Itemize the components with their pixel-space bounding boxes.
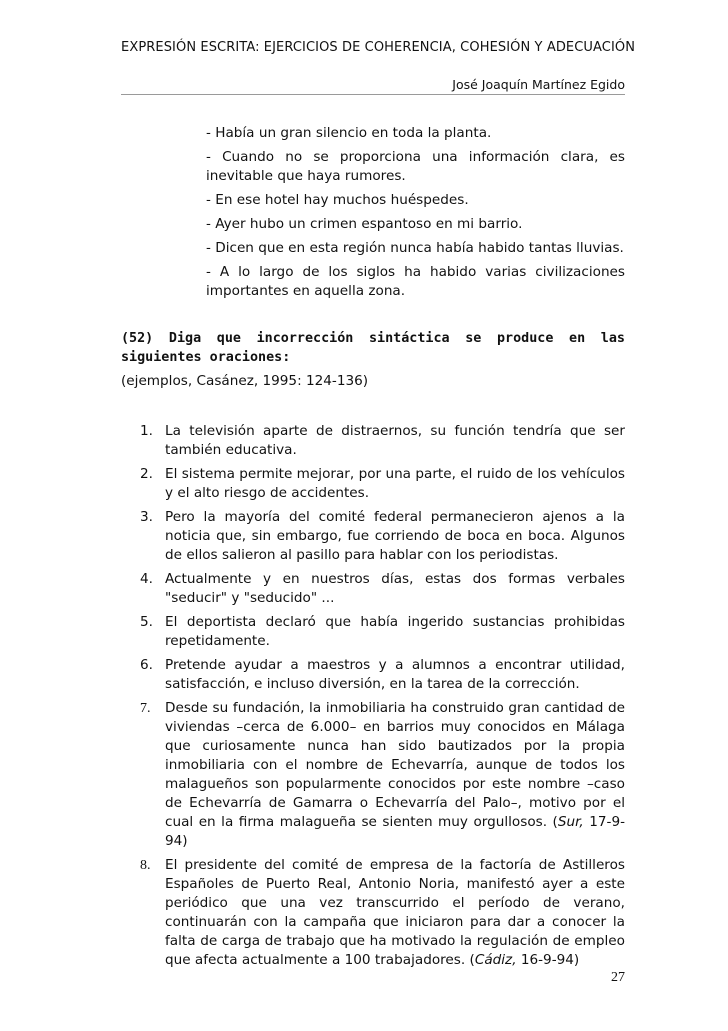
list-item-citation-source: Sur, bbox=[557, 814, 584, 830]
example-sentence: - Cuando no se proporciona una información clara, es inevitable que haya rumores. bbox=[206, 149, 625, 184]
list-item-text: Actualmente y en nuestros días, estas dos formas verbales "seducir" y "seducido" ... bbox=[165, 571, 625, 606]
example-sentence: - Había un gran silencio en toda la planta. bbox=[206, 125, 492, 141]
list-item bbox=[140, 465, 625, 503]
list-item bbox=[140, 856, 625, 970]
list-item-number: 2. bbox=[140, 466, 153, 482]
exercise-source: (ejemplos, Casánez, 1995: 124-136) bbox=[121, 373, 369, 389]
list-item bbox=[140, 656, 625, 694]
list-item-number: 7. bbox=[140, 701, 151, 716]
list-item-text: El presidente del comité de empresa de la factoría de Astilleros Españoles de Puerto Real, Antonio Noria, manifestó ayer a este periódico que una vez transcurrido el período de verano, continuarán con la campaña que iniciaron para dar a conocer la falta de carga de trabajo que ha motivado la regulación de empleo que afecta actualmente a 100 trabajadores. ( bbox=[165, 857, 625, 968]
list-item-citation-source: Cádiz, bbox=[474, 952, 517, 968]
list-item-text: El sistema permite mejorar, por una parte, el ruido de los vehículos y el alto riesgo de accidentes. bbox=[165, 466, 625, 501]
page-number: 27 bbox=[611, 970, 625, 985]
list-item bbox=[140, 613, 625, 651]
list-item-text: Pretende ayudar a maestros y a alumnos a encontrar utilidad, satisfacción, e incluso diversión, en la tarea de la corrección. bbox=[165, 657, 625, 692]
list-item bbox=[140, 422, 625, 460]
list-item bbox=[140, 508, 625, 565]
example-sentence: - Dicen que en esta región nunca había habido tantas lluvias. bbox=[206, 240, 624, 256]
list-item-number: 5. bbox=[140, 614, 153, 630]
example-sentence: - En ese hotel hay muchos huéspedes. bbox=[206, 192, 469, 208]
example-sentence: - Ayer hubo un crimen espantoso en mi barrio. bbox=[206, 216, 523, 232]
list-item-number: 3. bbox=[140, 509, 153, 525]
running-header-author: José Joaquín Martínez Egido bbox=[452, 77, 625, 92]
example-sentences bbox=[206, 124, 625, 306]
list-item-text: El deportista declaró que había ingerido sustancias prohibidas repetidamente. bbox=[165, 614, 625, 649]
list-item-number: 4. bbox=[140, 571, 153, 587]
example-sentence: - A lo largo de los siglos ha habido varias civilizaciones importantes en aquella zona. bbox=[206, 264, 625, 299]
exercise-heading: (52) Diga que incorrección sintáctica se produce en las siguientes oraciones: bbox=[121, 331, 625, 365]
list-item-text: Desde su fundación, la inmobiliaria ha construido gran cantidad de viviendas –cerca de 6.000– en barrios muy conocidos en Málaga que curiosamente nunca han sido bautizados por la propia inmobiliaria con el nombre de Echevarría, aunque de todos los malagueños son popularmente conocidos por este nombre –caso de Echevarría de Gamarra o Echevarría del Palo–, motivo por el cual en la firma malagueña se sienten muy orgullosos. ( bbox=[165, 700, 625, 830]
running-header-title: EXPRESIÓN ESCRITA: EJERCICIOS DE COHERENCIA, COHESIÓN Y ADECUACIÓN bbox=[121, 40, 636, 55]
exercise-list bbox=[140, 422, 625, 975]
list-item-number: 6. bbox=[140, 657, 153, 673]
list-item bbox=[140, 570, 625, 608]
list-item-citation-date: 16-9-94) bbox=[516, 952, 580, 968]
header-rule bbox=[121, 94, 625, 95]
list-item-text: La televisión aparte de distraernos, su función tendría que ser también educativa. bbox=[165, 423, 625, 458]
list-item-number: 1. bbox=[140, 423, 153, 439]
list-item-text: Pero la mayoría del comité federal permanecieron ajenos a la noticia que, sin embargo, fue corriendo de boca en boca. Algunos de ellos salieron al pasillo para hablar con los periodistas. bbox=[165, 509, 625, 563]
list-item bbox=[140, 699, 625, 851]
list-item-number: 8. bbox=[140, 858, 151, 873]
list-item-citation-date: 17-9-94) bbox=[165, 814, 626, 849]
